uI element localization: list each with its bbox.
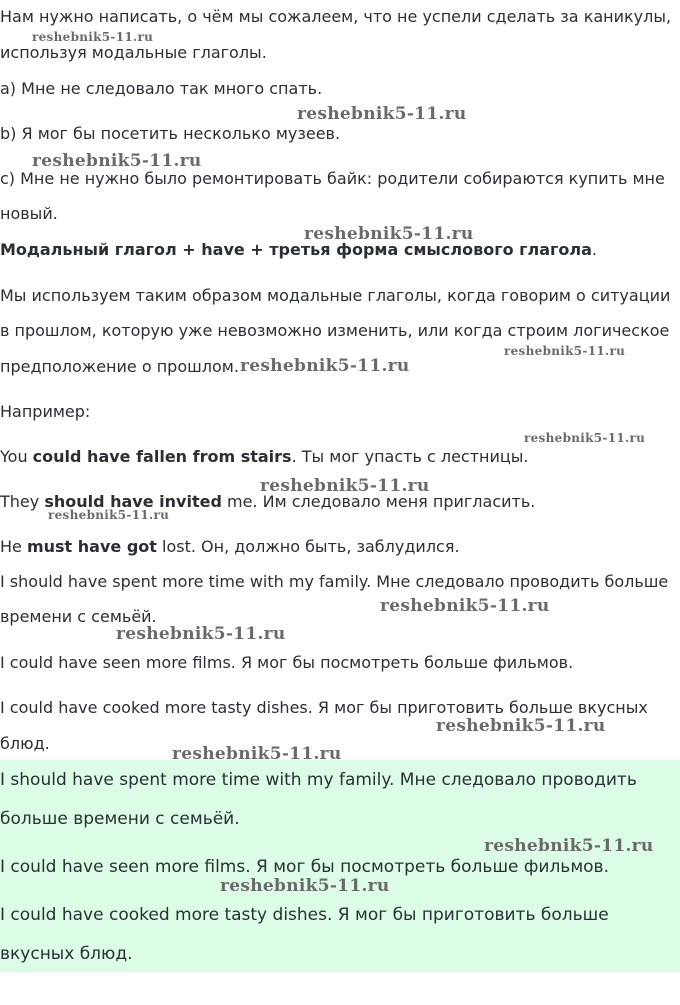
- watermark: reshebnik5-11.ru: [32, 30, 154, 44]
- answer-sentence-1-line-2: больше времени с семьёй.: [0, 809, 240, 829]
- example-3-subject: He: [0, 537, 27, 556]
- draft-sentence-2: I could have seen more films. Я мог бы посмотреть больше фильмов.: [0, 653, 574, 672]
- rule-formula-end: .: [591, 240, 597, 259]
- watermark: reshebnik5-11.ru: [32, 151, 202, 171]
- example-3-modal: must have got: [26, 537, 157, 556]
- option-a: a) Мне не следовало так много спать.: [0, 79, 323, 98]
- example-3-translation: lost. Он, должно быть, заблудился.: [156, 537, 460, 556]
- example-1-translation: . Ты мог упасть с лестницы.: [291, 447, 529, 466]
- answer-sentence-2: I could have seen more films. Я мог бы посмотреть больше фильмов.: [0, 857, 609, 877]
- watermark: reshebnik5-11.ru: [504, 344, 626, 358]
- watermark: reshebnik5-11.ru: [524, 431, 646, 445]
- example-3: [0, 536, 460, 558]
- example-2-translation: me. Им следовало меня пригласить.: [221, 492, 536, 511]
- watermark: reshebnik5-11.ru: [304, 224, 474, 244]
- draft-sentence-1-line-1: I should have spent more time with my family. Мне следовало проводить больше: [0, 572, 669, 591]
- watermark: reshebnik5-11.ru: [116, 624, 286, 644]
- example-2-subject: They: [0, 492, 45, 511]
- watermark: reshebnik5-11.ru: [484, 836, 654, 856]
- option-c-line-1: c) Мне не нужно было ремонтировать байк: родители собираются купить мне: [0, 169, 665, 188]
- watermark: reshebnik5-11.ru: [48, 508, 170, 522]
- answer-sentence-3-line-1: I could have cooked more tasty dishes. Я мог бы приготовить больше: [0, 905, 609, 925]
- draft-sentence-1-line-2: времени с семьёй.: [0, 607, 157, 626]
- examples-heading: Например:: [0, 402, 91, 421]
- rule-explanation-line-2: в прошлом, которую уже невозможно изменить, или когда строим логическое: [0, 321, 670, 340]
- answer-sentence-3-line-2: вкусных блюд.: [0, 944, 133, 964]
- rule-explanation-line-3: предположение о прошлом.: [0, 357, 239, 376]
- intro-line-2: используя модальные глаголы.: [0, 43, 267, 62]
- watermark: reshebnik5-11.ru: [172, 744, 342, 764]
- rule-formula: [0, 239, 597, 261]
- watermark: reshebnik5-11.ru: [220, 876, 390, 896]
- option-b: b) Я мог бы посетить несколько музеев.: [0, 124, 341, 143]
- watermark: reshebnik5-11.ru: [260, 476, 430, 496]
- draft-sentence-3-line-1: I could have cooked more tasty dishes. Я мог бы приготовить больше вкусных: [0, 698, 648, 717]
- rule-formula-text: Модальный глагол + have + третья форма смыслового глагола: [0, 240, 592, 259]
- watermark: reshebnik5-11.ru: [380, 596, 550, 616]
- draft-sentence-3-line-2: блюд.: [0, 734, 50, 753]
- option-c-line-2: новый.: [0, 204, 58, 223]
- watermark: reshebnik5-11.ru: [436, 716, 606, 736]
- intro-line-1: Нам нужно написать, о чём мы сожалеем, что не успели сделать за каникулы,: [0, 7, 672, 26]
- watermark: reshebnik5-11.ru: [240, 356, 410, 376]
- answer-sentence-1-line-1: I should have spent more time with my family. Мне следовало проводить: [0, 770, 637, 790]
- example-1: [0, 446, 529, 468]
- example-1-subject: You: [0, 447, 33, 466]
- example-2-modal: should have invited: [44, 492, 222, 511]
- watermark: reshebnik5-11.ru: [297, 104, 467, 124]
- rule-explanation-line-1: Мы используем таким образом модальные глаголы, когда говорим о ситуации: [0, 286, 671, 305]
- example-1-modal: could have fallen from stairs: [32, 447, 292, 466]
